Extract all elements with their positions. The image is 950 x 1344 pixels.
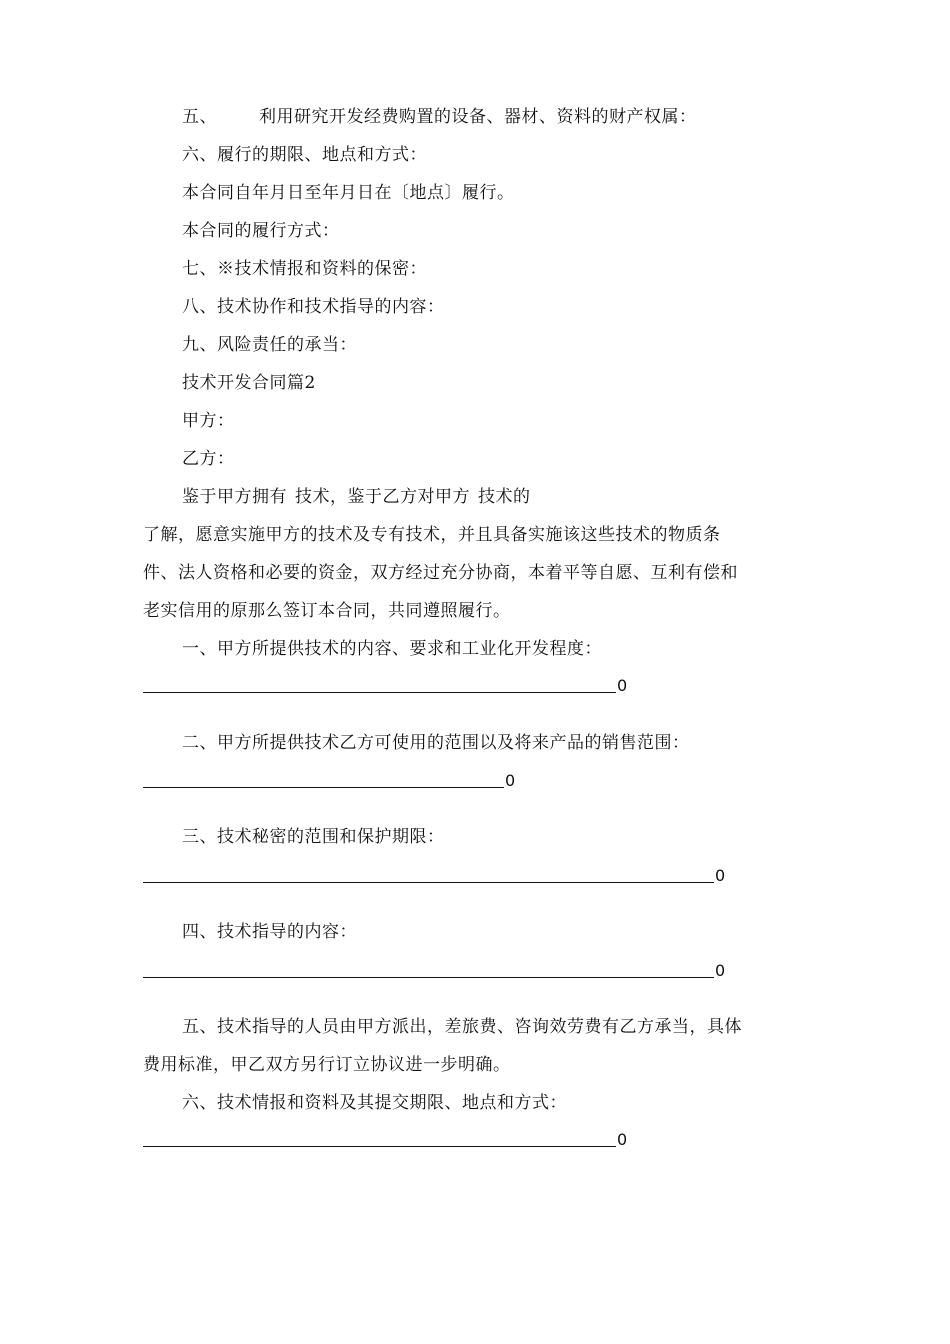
item-1-heading: 一、甲方所提供技术的内容、要求和工业化开发程度： xyxy=(182,639,602,659)
item-5-line-2: 费用标准，甲乙双方另行订立协议进一步明确。 xyxy=(143,1055,511,1075)
blank-3-end-mark: 0 xyxy=(715,866,726,885)
clause-7-heading: 七、※技术情报和资料的保密： xyxy=(182,259,427,279)
item-6-heading: 六、技术情报和资料及其提交期限、地点和方式： xyxy=(182,1093,567,1113)
preamble-line-2: 了解，愿意实施甲方的技术及专有技术，并且具备实施该这些技术的物质条 xyxy=(143,525,721,545)
preamble-line-1 xyxy=(182,485,531,509)
item-2-heading: 二、甲方所提供技术乙方可使用的范围以及将来产品的销售范围： xyxy=(182,733,690,753)
performance-period-text: 本合同自年月日至年月日在〔地点〕履行。 xyxy=(182,183,515,203)
fill-in-blank-1[interactable] xyxy=(143,672,616,693)
preamble-part-a: 鉴于甲方拥有 xyxy=(182,487,287,507)
blank-1-end-mark: 0 xyxy=(617,676,628,695)
item-5-line-1: 五、技术指导的人员由甲方派出，差旅费、咨询效劳费有乙方承当，具体 xyxy=(182,1017,742,1037)
clause-number: 五、 xyxy=(182,107,217,127)
preamble-part-b: 技术，鉴于乙方对甲方 xyxy=(295,487,470,507)
party-b-label: 乙方： xyxy=(182,449,235,469)
fill-in-blank-4[interactable] xyxy=(143,957,714,978)
preamble-part-c: 技术的 xyxy=(478,487,531,507)
performance-method-text: 本合同的履行方式： xyxy=(182,221,340,241)
clause-8-heading: 八、技术协作和技术指导的内容： xyxy=(182,297,445,317)
fill-in-blank-2[interactable] xyxy=(143,767,504,788)
clause-9-heading: 九、风险责任的承当： xyxy=(182,335,357,355)
item-3-heading: 三、技术秘密的范围和保护期限： xyxy=(182,827,445,847)
clause-text: 利用研究开发经费购置的设备、器材、资料的财产权属： xyxy=(259,107,697,127)
blank-6-end-mark: 0 xyxy=(617,1130,628,1149)
preamble-line-3: 件、法人资格和必要的资金，双方经过充分协商，本着平等自愿、互利有偿和 xyxy=(143,563,738,583)
preamble-line-4: 老实信用的原那么签订本合同，共同遵照履行。 xyxy=(143,601,511,621)
party-a-label: 甲方： xyxy=(182,411,235,431)
clause-6-heading: 六、履行的期限、地点和方式： xyxy=(182,145,427,165)
fill-in-blank-3[interactable] xyxy=(143,862,714,883)
clause-5-property-rights xyxy=(182,105,697,129)
fill-in-blank-6[interactable] xyxy=(143,1126,616,1147)
blank-2-end-mark: 0 xyxy=(505,771,516,790)
section-title: 技术开发合同篇2 xyxy=(182,373,316,393)
blank-4-end-mark: 0 xyxy=(715,961,726,980)
item-4-heading: 四、技术指导的内容： xyxy=(182,922,357,942)
